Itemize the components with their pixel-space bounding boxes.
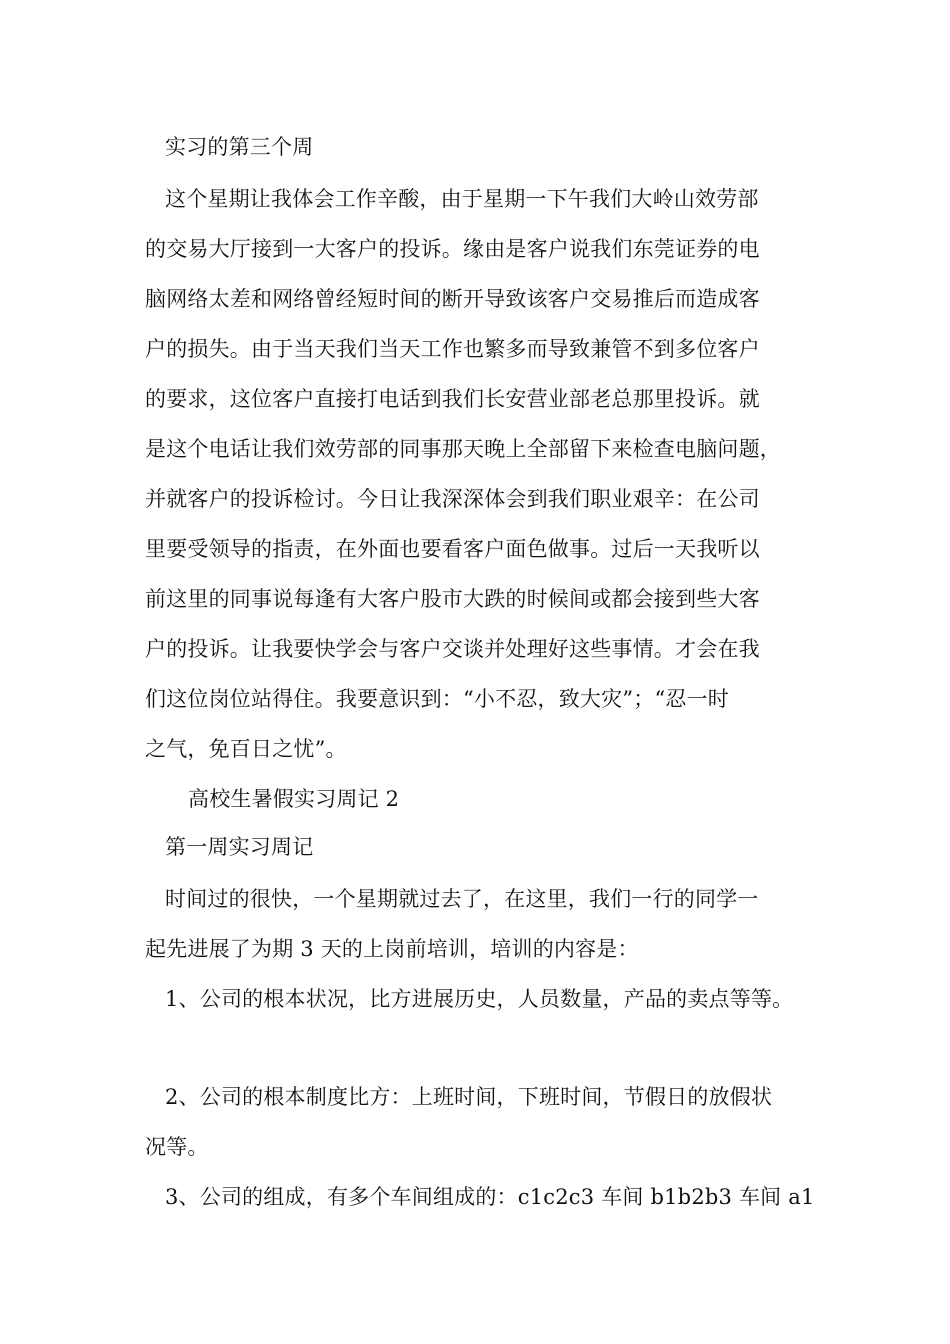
paragraph-line: 这个星期让我体会工作辛酸，由于星期一下午我们大岭山效劳部 bbox=[165, 187, 759, 211]
paragraph-line: 之气，免百日之忧”。 bbox=[145, 737, 347, 761]
paragraph-line: 前这里的同事说每逢有大客户股市大跌的时候间或都会接到些大客 bbox=[145, 587, 760, 611]
paragraph-line: 里要受领导的指责，在外面也要看客户面色做事。过后一天我听以 bbox=[145, 537, 760, 561]
paragraph-line: 户的损失。由于当天我们当天工作也繁多而导致兼管不到多位客户 bbox=[145, 337, 760, 361]
paragraph-line: 是这个电话让我们效劳部的同事那天晚上全部留下来检查电脑问题， bbox=[145, 437, 781, 461]
paragraph-line: 况等。 bbox=[145, 1135, 209, 1159]
paragraph-line: 的要求，这位客户直接打电话到我们长安营业部老总那里投诉。就 bbox=[145, 387, 760, 411]
paragraph-line: 户的投诉。让我要快学会与客户交谈并处理好这些事情。才会在我 bbox=[145, 637, 760, 661]
paragraph-line: 并就客户的投诉检讨。今日让我深深体会到我们职业艰辛：在公司 bbox=[145, 487, 760, 511]
paragraph-line: 脑网络太差和网络曾经短时间的断开导致该客户交易推后而造成客 bbox=[145, 287, 760, 311]
document-title: 高校生暑假实习周记 2 bbox=[188, 787, 400, 811]
paragraph-line: 时间过的很快，一个星期就过去了，在这里，我们一行的同学一 bbox=[165, 887, 759, 911]
paragraph-line: 的交易大厅接到一大客户的投诉。缘由是客户说我们东莞证券的电 bbox=[145, 237, 760, 261]
list-item: 1、公司的根本状况，比方进展历史，人员数量，产品的卖点等等。 bbox=[165, 987, 794, 1011]
list-item: 3、公司的组成，有多个车间组成的：c1c2c3 车间 b1b2b3 车间 a1 bbox=[165, 1185, 815, 1209]
paragraph-line: 起先进展了为期 3 天的上岗前培训，培训的内容是： bbox=[145, 937, 639, 961]
section-heading-week3: 实习的第三个周 bbox=[165, 135, 314, 159]
list-item: 2、公司的根本制度比方：上班时间，下班时间，节假日的放假状 bbox=[165, 1085, 773, 1109]
section-heading-week1: 第一周实习周记 bbox=[165, 835, 314, 859]
paragraph-line: 们这位岗位站得住。我要意识到：“小不忍，致大灾”；“忍一时 bbox=[145, 687, 730, 711]
